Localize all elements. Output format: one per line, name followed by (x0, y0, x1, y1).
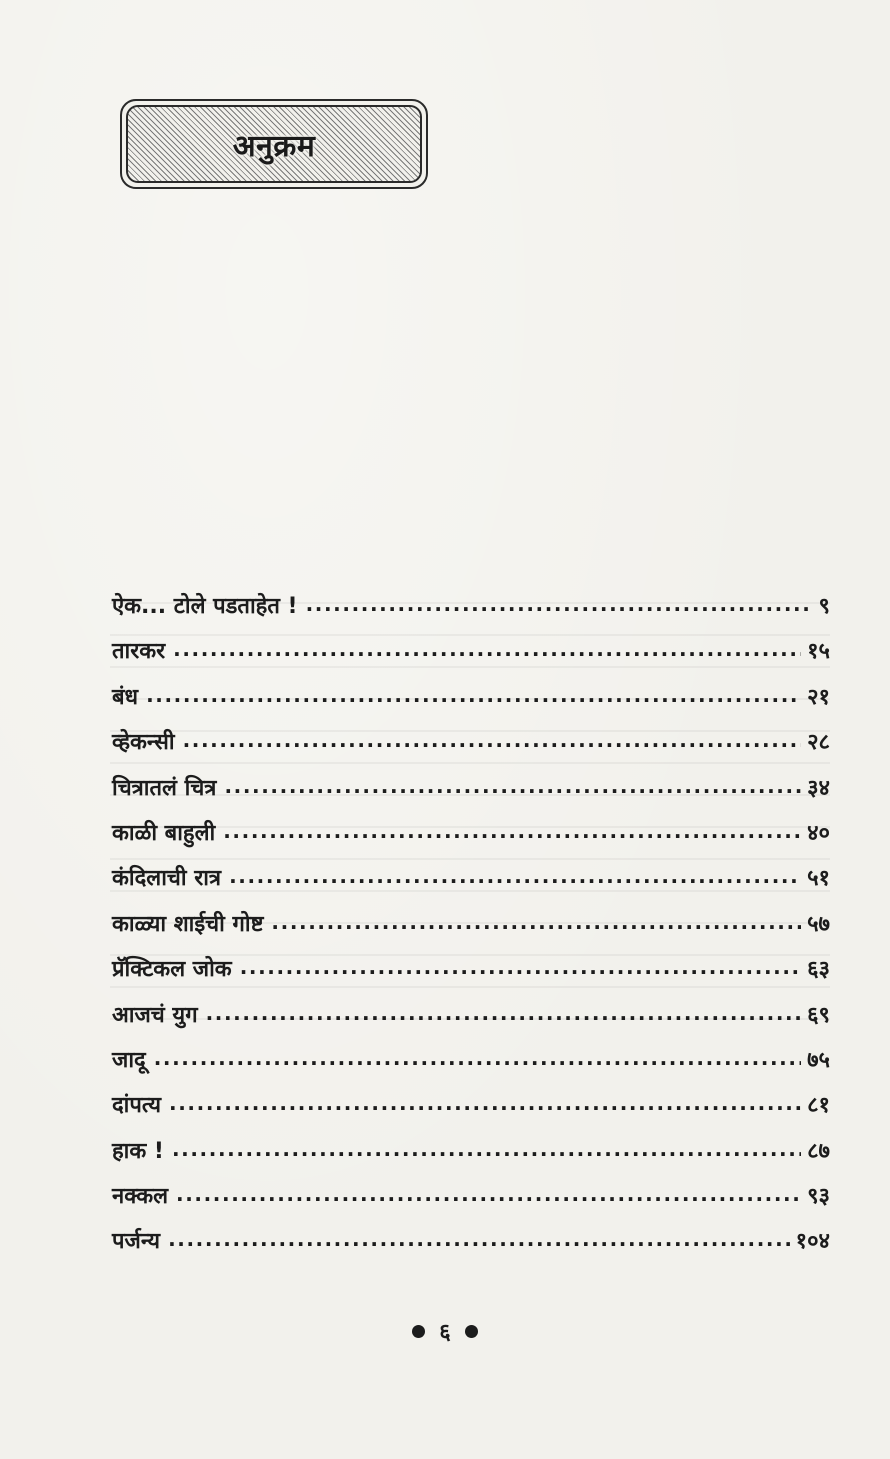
toc-entry-title: प्रॅक्टिकल जोक (112, 957, 232, 983)
title-frame (120, 99, 428, 189)
toc-entry-title: दांपत्य (112, 1093, 162, 1119)
toc-entry (112, 590, 830, 635)
toc-dot-leader (173, 637, 801, 662)
toc-entry-page: २८ (807, 730, 830, 756)
toc-dot-leader (240, 955, 801, 980)
toc-entry (112, 1135, 830, 1180)
toc-entry-title: चित्रातलं चित्र (112, 775, 217, 801)
toc-entry (112, 1044, 830, 1089)
page-number: ६ (439, 1320, 451, 1345)
toc-entry-title: तारकर (112, 639, 166, 665)
bullet-dot-icon (412, 1325, 425, 1338)
toc-entry-title: व्हेकन्सी (112, 730, 175, 756)
toc-dot-leader (271, 910, 801, 935)
toc-entry-page: ५१ (807, 866, 830, 892)
toc-entry-page: ९ (818, 594, 830, 619)
toc-entry-title: ऐक... टोले पडताहेत ! (112, 594, 298, 619)
toc-entry-title: कंदिलाची रात्र (112, 866, 222, 892)
toc-entry-title: काळ्या शाईची गोष्ट (112, 911, 264, 937)
toc-entry-page: १०४ (795, 1229, 830, 1255)
toc-dot-leader (154, 1046, 801, 1071)
toc-entry (112, 1089, 830, 1134)
toc-entry (112, 862, 830, 907)
toc-entry-page: २१ (807, 684, 830, 710)
bullet-dot-icon (465, 1325, 478, 1338)
toc-dot-leader (306, 592, 813, 617)
toc-entry-page: ९३ (807, 1184, 830, 1210)
toc-entry-title: हाक ! (112, 1138, 164, 1164)
toc-entry (112, 1180, 830, 1225)
toc-dot-leader (176, 1182, 801, 1207)
toc-entry-title: काळी बाहुली (112, 820, 216, 846)
toc-entry-page: ८७ (807, 1138, 830, 1164)
toc-entry (112, 908, 830, 953)
toc-entry-title: पर्जन्य (112, 1229, 161, 1255)
toc-dot-leader (168, 1227, 790, 1252)
title-hatched-panel (126, 105, 422, 183)
toc-entry-title: नक्कल (112, 1184, 169, 1210)
toc-entry-page: ४० (807, 820, 830, 846)
toc-entry-page: ६३ (807, 957, 830, 983)
toc-dot-leader (223, 819, 801, 844)
toc-dot-leader (172, 1137, 801, 1162)
page-title: अनुक्रम (232, 128, 316, 164)
toc-entry (112, 953, 830, 998)
toc-entry-page: ६९ (807, 1002, 830, 1028)
table-of-contents (112, 590, 830, 1271)
toc-dot-leader (146, 683, 801, 708)
toc-entry (112, 817, 830, 862)
toc-dot-leader (224, 774, 801, 799)
page-footer (0, 1316, 890, 1346)
toc-entry-title: जादू (112, 1047, 146, 1073)
toc-entry-title: आजचं युग (112, 1002, 198, 1028)
toc-entry-page: ८१ (807, 1093, 830, 1119)
toc-entry (112, 726, 830, 771)
toc-entry (112, 772, 830, 817)
toc-entry-page: ३४ (807, 775, 830, 801)
toc-entry (112, 1225, 830, 1270)
toc-dot-leader (183, 728, 802, 753)
toc-entry (112, 635, 830, 680)
toc-entry-title: बंध (112, 684, 139, 710)
toc-dot-leader (206, 1001, 802, 1026)
toc-entry-page: ५७ (807, 911, 830, 937)
toc-entry-page: ७५ (807, 1047, 830, 1073)
toc-entry (112, 681, 830, 726)
toc-dot-leader (169, 1091, 801, 1116)
toc-dot-leader (229, 864, 801, 889)
toc-entry (112, 999, 830, 1044)
toc-entry-page: १५ (807, 639, 830, 665)
